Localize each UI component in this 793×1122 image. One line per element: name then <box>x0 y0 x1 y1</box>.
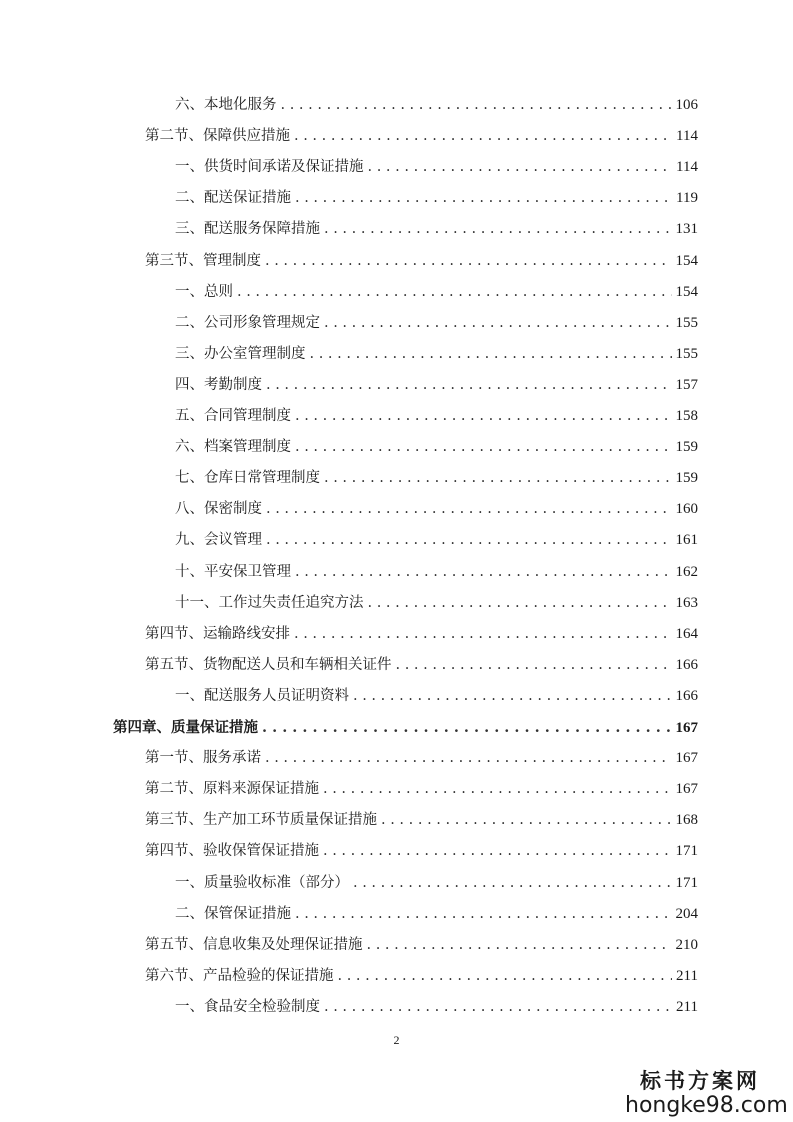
toc-entry-label: 一、供货时间承诺及保证措施 <box>175 159 364 176</box>
toc-entry-page: 210 <box>675 936 698 953</box>
toc-entry-label: 一、食品安全检验制度 <box>175 998 320 1015</box>
toc-entry[interactable] <box>175 494 698 525</box>
watermark-title: 标书方案网 <box>640 1069 760 1093</box>
toc-entry-label: 二、保管保证措施 <box>175 905 291 922</box>
toc-leader-dots <box>324 308 672 339</box>
toc-leader-dots <box>295 401 672 432</box>
toc-entry-page: 171 <box>675 874 698 891</box>
toc-leader-dots <box>262 712 672 743</box>
toc-entry[interactable] <box>145 930 698 961</box>
toc-leader-dots <box>324 214 672 245</box>
toc-entry[interactable] <box>175 899 698 930</box>
toc-entry-page: 204 <box>675 905 698 922</box>
toc-entry-label: 六、档案管理制度 <box>175 439 291 456</box>
toc-entry[interactable] <box>145 743 698 774</box>
toc-entry-page: 159 <box>675 439 698 456</box>
toc-entry-page: 159 <box>675 470 698 487</box>
toc-entry-label: 第二节、保障供应措施 <box>145 128 290 145</box>
toc-entry[interactable] <box>175 868 698 899</box>
toc-entry[interactable] <box>175 401 698 432</box>
toc-entry-label: 五、合同管理制度 <box>175 408 291 424</box>
toc-entry[interactable] <box>175 152 698 183</box>
toc-entry-label: 三、办公室管理制度 <box>175 345 306 362</box>
toc-entry-page: 171 <box>675 843 698 860</box>
toc-entry-label: 三、配送服务保障措施 <box>175 221 320 238</box>
toc-entry-page: 160 <box>675 501 698 518</box>
toc-leader-dots <box>266 370 672 401</box>
toc-entry-label: 第五节、信息收集及处理保证措施 <box>145 936 363 953</box>
toc-entry-label: 一、质量验收标准（部分） <box>175 874 349 891</box>
toc-leader-dots <box>368 588 672 619</box>
toc-entry-page: 114 <box>676 128 698 145</box>
toc-leader-dots <box>281 90 672 121</box>
toc-entry-label: 七、仓库日常管理制度 <box>175 470 320 487</box>
toc-entry-page: 155 <box>675 314 698 331</box>
toc-entry-label: 第四章、质量保证措施 <box>113 719 258 736</box>
toc-entry-label: 第六节、产品检验的保证措施 <box>145 967 334 984</box>
toc-entry-page: 166 <box>675 687 698 704</box>
toc-leader-dots <box>294 619 672 650</box>
toc-entry-label: 第五节、货物配送人员和车辆相关证件 <box>145 656 392 673</box>
toc-leader-dots <box>353 681 672 712</box>
toc-entry[interactable] <box>145 836 698 867</box>
toc-entry[interactable] <box>175 339 698 370</box>
toc-entry-label: 一、总则 <box>175 283 233 300</box>
toc-entry-page: 164 <box>675 625 698 642</box>
toc-entry-label: 六、本地化服务 <box>175 97 277 113</box>
toc-entry[interactable] <box>145 246 698 277</box>
toc-entry-page: 119 <box>676 190 698 207</box>
toc-leader-dots <box>323 774 672 805</box>
page-number: 2 <box>393 1033 400 1047</box>
toc-entry-label: 二、公司形象管理规定 <box>175 314 320 331</box>
toc-entry[interactable] <box>175 277 698 308</box>
toc-leader-dots <box>324 992 672 1023</box>
toc-leader-dots <box>295 899 672 930</box>
toc-entry[interactable] <box>175 992 698 1023</box>
toc-entry-page: 163 <box>675 594 698 611</box>
toc-leader-dots <box>295 432 672 463</box>
toc-entry[interactable] <box>175 183 698 214</box>
watermark-logo <box>625 1068 788 1118</box>
toc-entry-label: 第三节、管理制度 <box>145 252 261 269</box>
toc-entry-page: 167 <box>675 781 698 798</box>
toc-entry-label: 八、保密制度 <box>175 501 262 518</box>
toc-entry-page: 158 <box>675 408 698 424</box>
toc-leader-dots <box>266 494 672 525</box>
toc-leader-dots <box>294 121 672 152</box>
toc-entry-page: 211 <box>676 967 698 984</box>
watermark-url: hongke98.com <box>625 1093 788 1118</box>
toc-leader-dots <box>295 183 672 214</box>
toc-entry-label: 二、配送保证措施 <box>175 190 291 207</box>
toc-entry-page: 106 <box>675 97 698 113</box>
toc-entry-label: 第一节、服务承诺 <box>145 750 261 767</box>
toc-entry[interactable] <box>145 619 698 650</box>
toc-entry-page: 211 <box>676 998 698 1015</box>
toc-entry-label: 第四节、运输路线安排 <box>145 625 290 642</box>
toc-leader-dots <box>367 930 672 961</box>
toc-entry[interactable] <box>175 525 698 556</box>
toc-entry-page: 167 <box>675 750 698 767</box>
toc-leader-dots <box>381 805 672 836</box>
toc-entry[interactable] <box>145 650 698 681</box>
toc-entry-page: 155 <box>675 345 698 362</box>
toc-entry-page: 154 <box>675 283 698 300</box>
toc-entry[interactable] <box>175 308 698 339</box>
toc-entry[interactable] <box>175 370 698 401</box>
toc-leader-dots <box>295 557 672 588</box>
toc-leader-dots <box>266 525 672 556</box>
toc-entry-label: 一、配送服务人员证明资料 <box>175 687 349 704</box>
toc-entry-page: 166 <box>675 656 698 673</box>
toc-entry-page: 157 <box>675 376 698 393</box>
toc-entry-page: 114 <box>676 159 698 176</box>
toc-entry-page: 154 <box>675 252 698 269</box>
toc-leader-dots <box>396 650 672 681</box>
toc-entry[interactable] <box>175 681 698 712</box>
toc-entry[interactable] <box>175 90 698 121</box>
toc-entry[interactable] <box>175 214 698 245</box>
toc-entry[interactable] <box>145 774 698 805</box>
toc-entry-page: 162 <box>675 563 698 580</box>
toc-leader-dots <box>368 152 673 183</box>
toc-entry[interactable] <box>113 712 698 743</box>
toc-entry[interactable] <box>175 432 698 463</box>
toc-entry[interactable] <box>175 463 698 494</box>
toc-entry-label: 第二节、原料来源保证措施 <box>145 781 319 798</box>
toc-leader-dots <box>265 743 672 774</box>
toc-leader-dots <box>265 246 672 277</box>
toc-entry-label: 第三节、生产加工环节质量保证措施 <box>145 812 377 829</box>
toc-leader-dots <box>323 836 672 867</box>
toc-entry-label: 四、考勤制度 <box>175 376 262 393</box>
toc-entry-page: 167 <box>675 720 698 736</box>
toc-entry[interactable] <box>145 961 698 992</box>
toc-leader-dots <box>353 868 672 899</box>
toc-entry[interactable] <box>175 557 698 588</box>
toc-entry-label: 十一、工作过失责任追究方法 <box>175 594 364 611</box>
toc-leader-dots <box>237 277 672 308</box>
toc-leader-dots <box>310 339 672 370</box>
toc-entry[interactable] <box>175 588 698 619</box>
toc-leader-dots <box>338 961 673 992</box>
toc-entry-label: 第四节、验收保管保证措施 <box>145 843 319 860</box>
toc-entry-label: 十、平安保卫管理 <box>175 563 291 580</box>
toc-entry-page: 131 <box>675 221 698 238</box>
toc-entry-page: 161 <box>675 532 698 549</box>
toc-entry[interactable] <box>145 121 698 152</box>
toc-entry-page: 168 <box>675 812 698 829</box>
toc-entry[interactable] <box>145 805 698 836</box>
toc-leader-dots <box>324 463 672 494</box>
toc-entry-label: 九、会议管理 <box>175 532 262 549</box>
